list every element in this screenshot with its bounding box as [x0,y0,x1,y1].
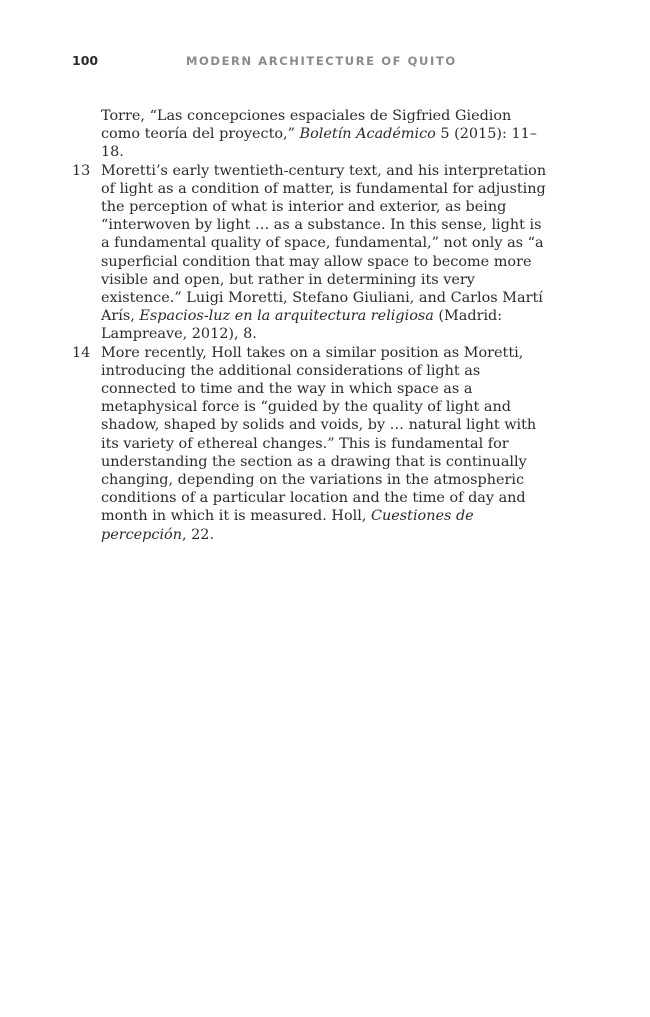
note-text [101,162,550,344]
endnote-13 [72,162,550,344]
note-text-segment: 5 (2015): 11–18. [101,126,537,161]
note-text-segment: Moretti’s early twentieth-century text, and his interpretation of light as a condition of matter, is fundamental for adjusting the perception of what is interior and exterior, as being “interwoven by light … as a substance. In this sense, light is a fundamental quality of space, fundamental,” not only as “a superficial condition that may allow space to become more visible and open, but rather in determining its very existence.” Luigi Moretti, Stefano Giuliani, and Carlos Martí Arís, [101,162,547,325]
note-title-italic: Boletín Académico [299,126,436,143]
running-head [72,53,582,71]
note-title-italic: Cuestiones de percepción [101,508,474,543]
endnotes-list [72,107,550,544]
note-text [101,344,550,544]
page-number: 100 [72,53,99,68]
note-text [101,107,550,162]
endnote-continuation [72,107,550,162]
note-text-segment: Torre, “Las concepciones espaciales de Sigfried Giedion como teoría del proyecto,” [101,108,512,143]
note-text-segment: More recently, Holl takes on a similar position as Moretti, introducing the additional considerations of light as connected to time and the way in which space as a metaphysical force is “guided by the quality of light and shadow, shaped by solids and voids, by … natural light with its variety of ethereal changes.” This is fundamental for understanding the section as a drawing that is continually changing, depending on the variations in the atmospheric conditions of a particular location and the time of day and month in which it is measured. Holl, [101,344,537,525]
note-text-segment: , 22. [182,526,215,543]
endnote-14 [72,344,550,544]
note-text-segment: (Madrid: Lampreave, 2012), 8. [101,308,503,343]
note-title-italic: Espacios-luz en la arquitectura religiosa [139,308,434,325]
note-number: 13 [72,162,91,179]
note-number: 14 [72,344,91,361]
running-title: MODERN ARCHITECTURE OF QUITO [186,54,457,68]
